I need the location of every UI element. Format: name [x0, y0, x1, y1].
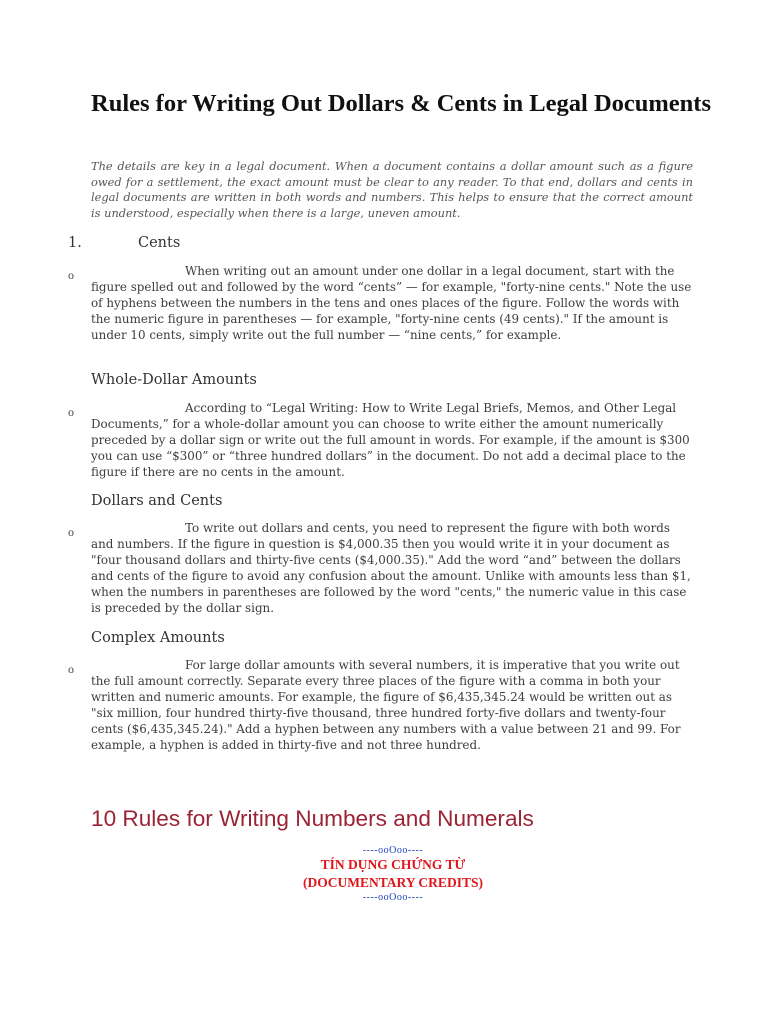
section-heading-text: Cents: [138, 235, 181, 251]
bullet-marker: o: [68, 525, 74, 539]
ornament-divider-top: ----ooOoo----: [362, 845, 424, 856]
cents-paragraph: When writing out an amount under one dollar in a legal document, start with the figure spelled out and followed by the word “cents” — for example, "forty-nine cents." Note the use of hyphens between the numbers in the tens and ones places of the figure. Follow the words with the numeric figure in parentheses — for example, "forty-nine cents (49 cents)." If the amount is under 10 cents, simply write out the full number — “nine cents,” for example.: [91, 264, 692, 343]
heading-whole-dollar-amounts: Whole-Dollar Amounts: [91, 372, 257, 388]
heading-dollars-and-cents: Dollars and Cents: [91, 493, 223, 509]
complex-amounts-paragraph: For large dollar amounts with several numbers, it is imperative that you write out the full amount correctly. Separate every three places of the figure with a comma in both your written and numeric amounts. For example, the figure of $6,435,345.24 would be written out as "six million, four hundred thirty-five thousand, three hundred forty-five dollars and twenty-four cents ($6,435,345.24)." Add a hyphen between any numbers with a value between 21 and 99. For example, a hyphen is added in thirty-five and not three hundred.: [91, 658, 681, 753]
heading-complex-amounts: Complex Amounts: [91, 630, 225, 646]
whole-dollar-paragraph: According to “Legal Writing: How to Write Legal Briefs, Memos, and Other Legal Documents,” for a whole-dollar amount you can choose to write either the amount numerically preceded by a dollar sign or write out the full amount in words. For example, if the amount is $300 you can use “$300” or “three hundred dollars” in the document. Do not add a decimal place to the figure if there are no cents in the amount.: [91, 401, 690, 480]
dollars-and-cents-paragraph: To write out dollars and cents, you need to represent the figure with both words and numbers. If the figure in question is $4,000.35 then you would write it in your document as "four thousand dollars and thirty-five cents ($4,000.35)." Add the word “and” between the dollars and cents of the figure to avoid any confusion about the amount. Unlike with amounts less than $1, when the numbers in parentheses are followed by the word "cents," the numeric value in this case is preceded by the dollar sign.: [91, 521, 691, 616]
rules-heading: 10 Rules for Writing Numbers and Numerals: [91, 806, 534, 831]
bullet-marker: o: [68, 662, 74, 676]
ornament-divider-bottom: ----ooOoo----: [362, 892, 424, 903]
intro-paragraph: The details are key in a legal document. When a document contains a dollar amount such as a figure owed for a settlement, the exact amount must be clear to any reader. To that end, dollars and cents in legal documents are written in both words and numbers. This helps to ensure that the correct amount is understood, especially when there is a large, uneven amount.: [91, 159, 693, 220]
document-title: Rules for Writing Out Dollars & Cents in Legal Documents: [91, 90, 711, 117]
section-number: 1.: [68, 235, 82, 251]
bullet-marker: o: [68, 268, 74, 282]
bullet-marker: o: [68, 405, 74, 419]
credits-title-vietnamese: TÍN DỤNG CHỨNG TỪ: [320, 857, 466, 872]
credits-title-english: (DOCUMENTARY CREDITS): [303, 875, 483, 890]
